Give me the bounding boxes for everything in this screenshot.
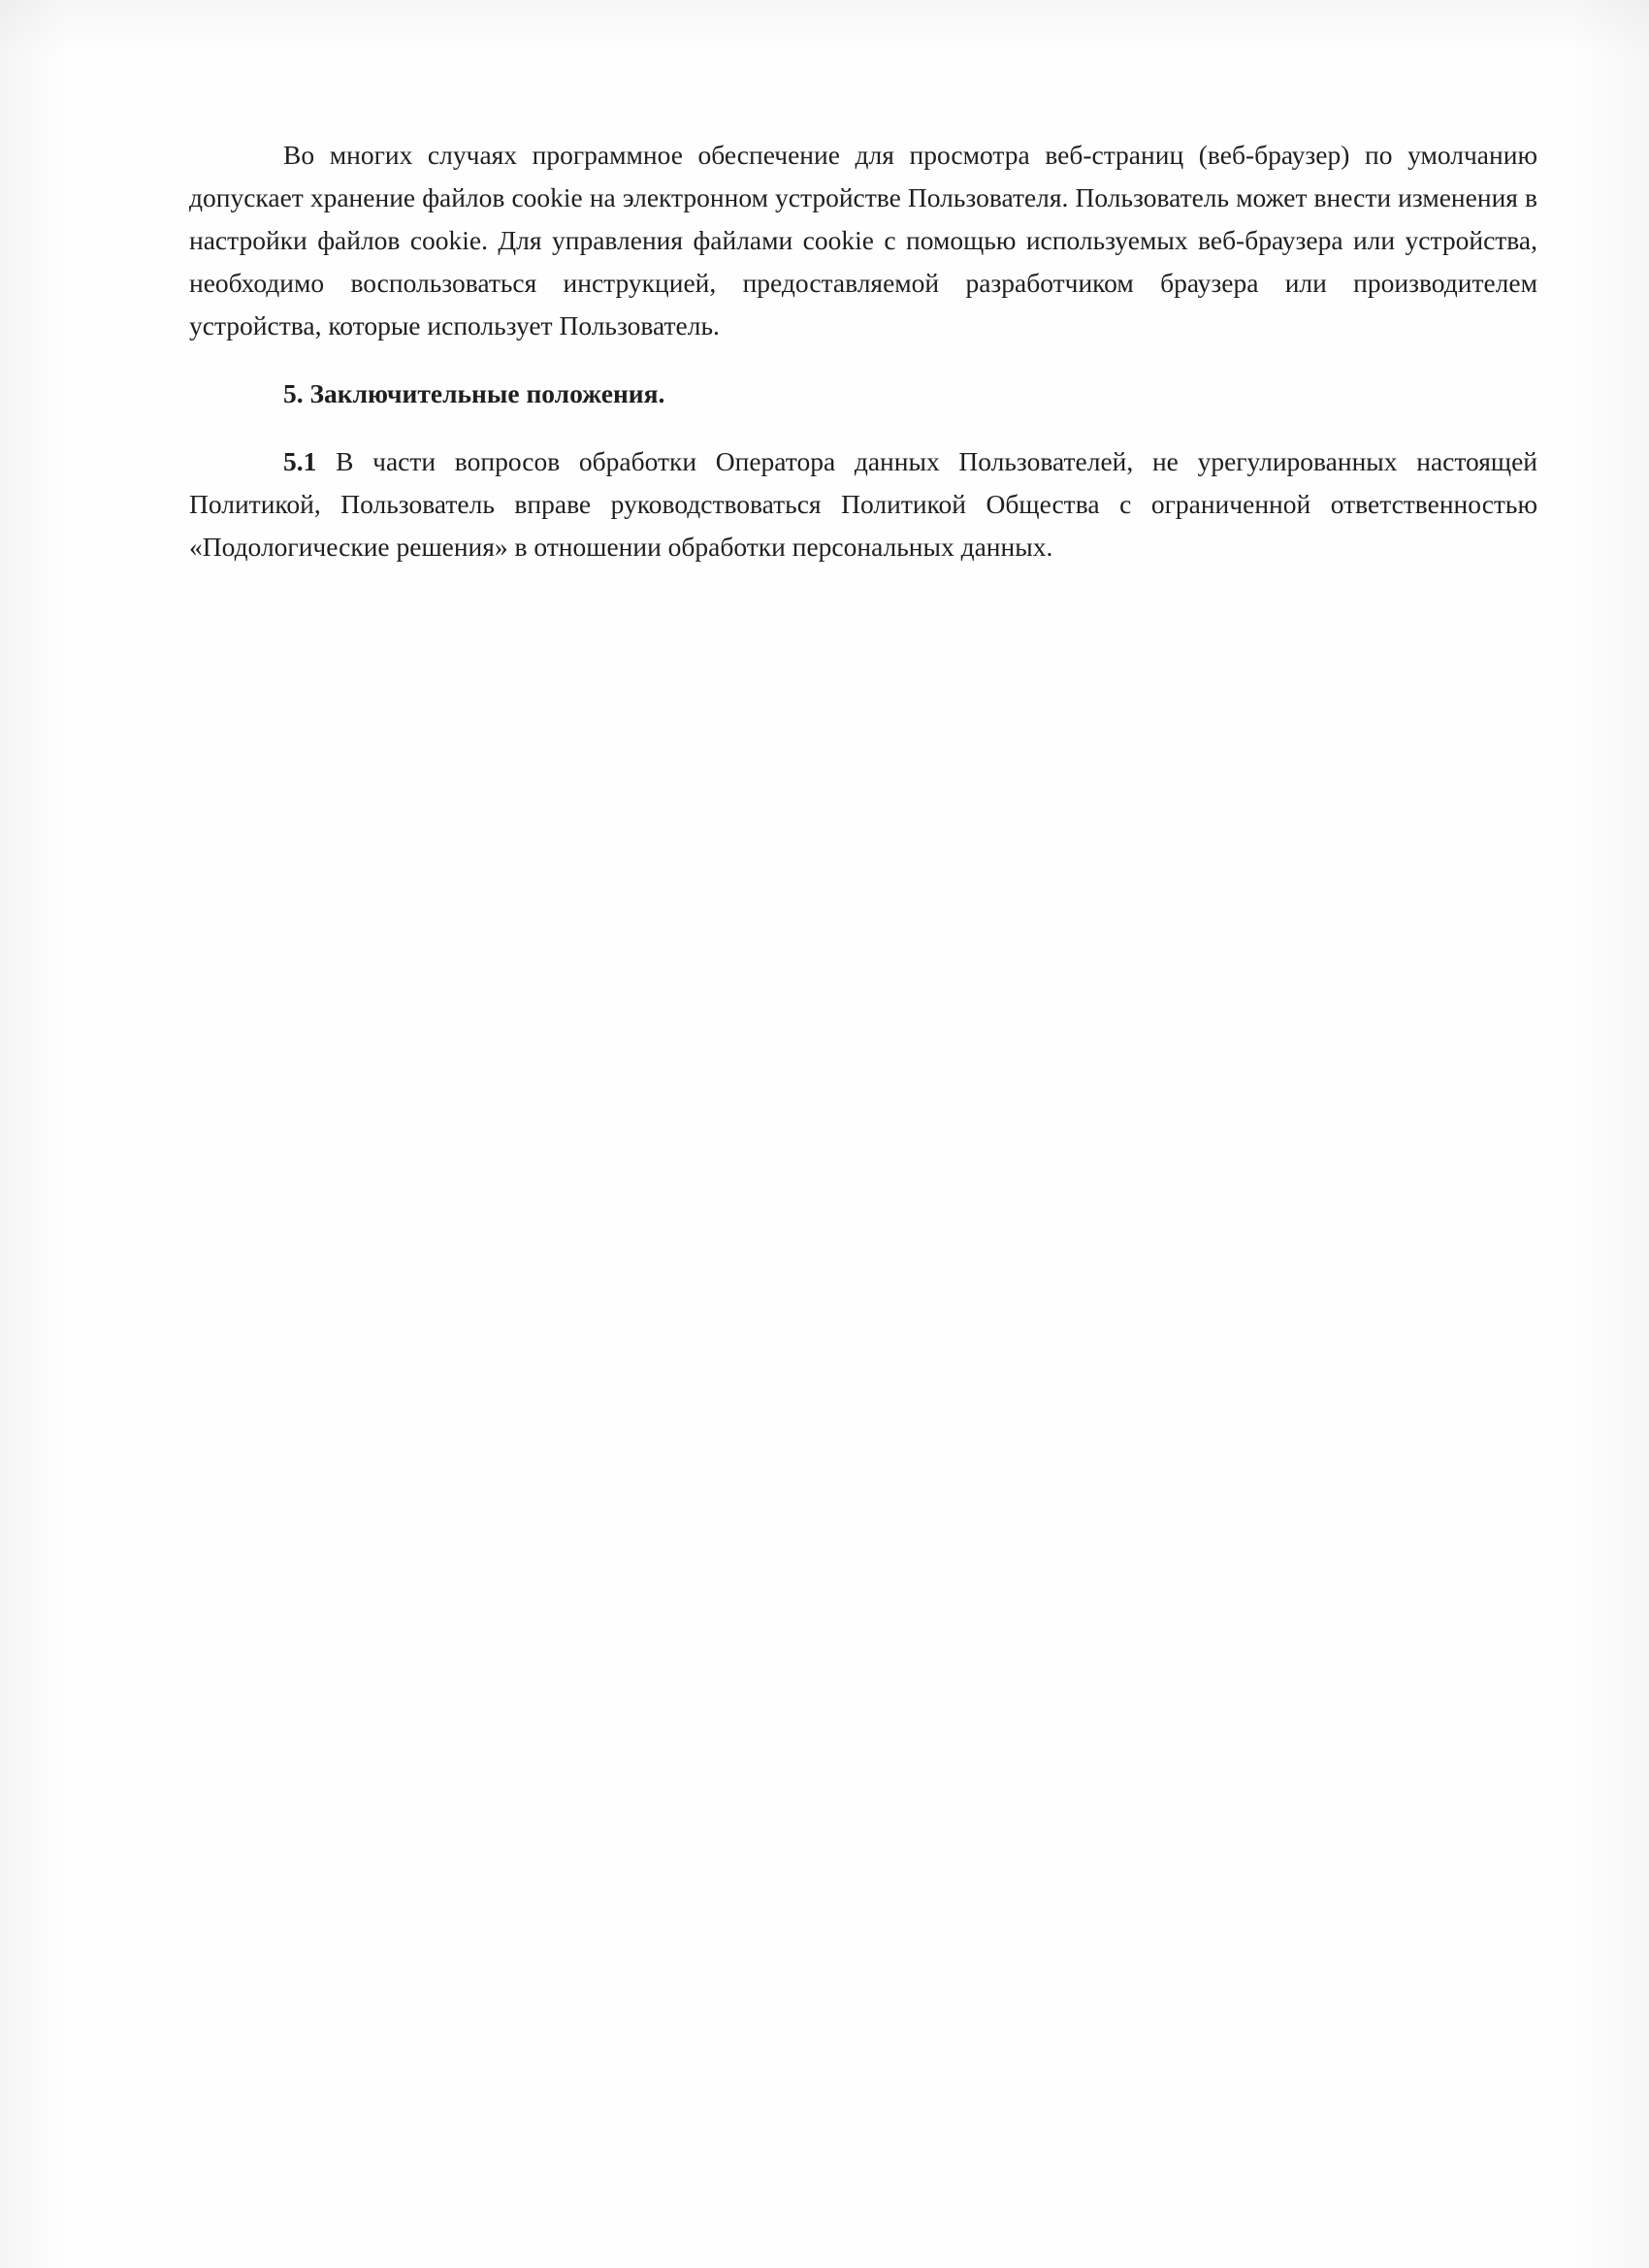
clause-5-1 xyxy=(189,440,1537,568)
section-heading: 5. Заключительные положения. xyxy=(283,378,665,408)
scan-shadow-right xyxy=(1571,0,1649,2268)
document-body xyxy=(189,134,1537,568)
scan-shadow-left xyxy=(0,0,68,2268)
clause-number: 5.1 xyxy=(283,446,317,476)
paragraph-cookies: Во многих случаях программное обеспечение для просмотра веб-страниц (веб-браузер) по умолчанию допускает хранение файлов cookie на электронном устройстве Пользователя. Пользователь может внести изменения в настройки файлов cookie. Для управления файлами cookie с помощью используемых веб-браузера или устройства, необходимо воспользоваться инструкцией, предоставляемой разработчиком браузера или производителем устройства, которые использует Пользователь. xyxy=(189,140,1537,340)
scan-shadow-top xyxy=(0,0,1649,58)
clause-text: В части вопросов обработки Оператора данных Пользователей, не урегулированных настоящей Политикой, Пользователь вправе руководствоваться Политикой Общества с ограниченной ответственностью «Подологические решения» в отношении обработки персональных данных. xyxy=(189,446,1537,562)
